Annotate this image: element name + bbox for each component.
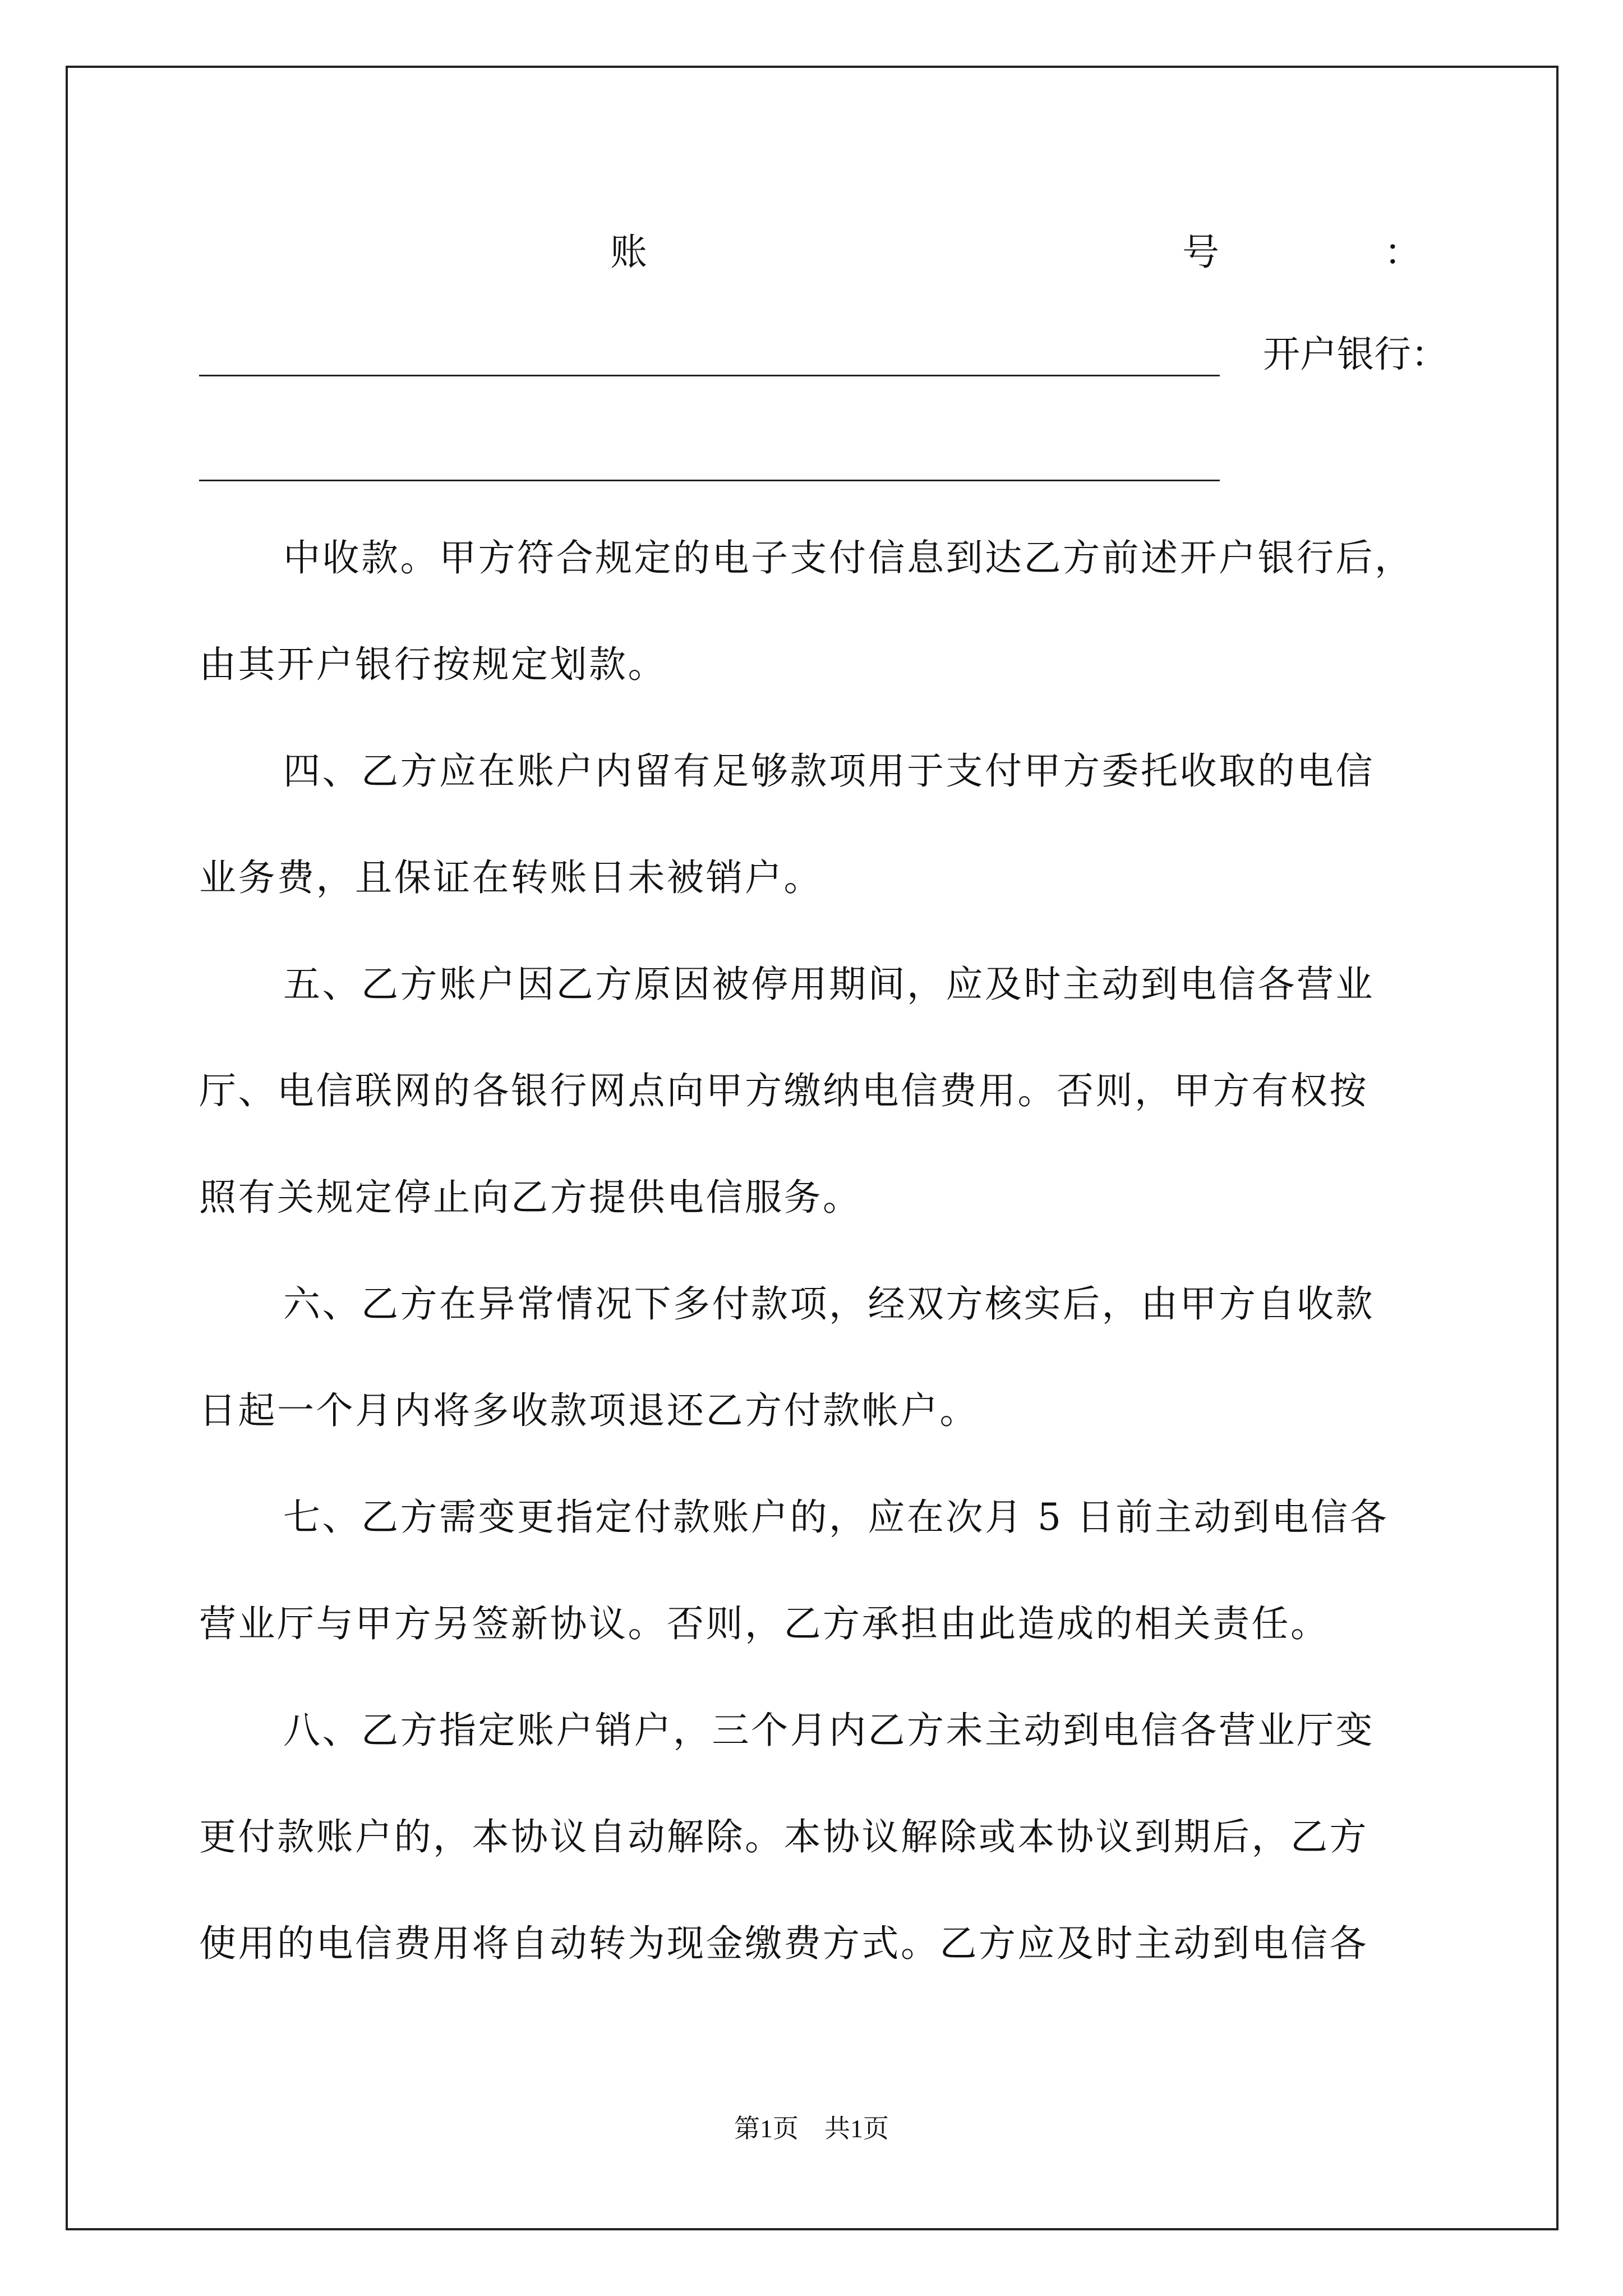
- paragraph-line: 七、乙方需变更指定付款账户的，应在次月 5 日前主动到电信各: [283, 1496, 1389, 1539]
- paragraph-line: 照有关规定停止向乙方提供电信服务。: [199, 1176, 862, 1219]
- paragraph-line: 中收款。甲方符合规定的电子支付信息到达乙方前述开户银行后，: [283, 536, 1414, 579]
- paragraph-line: 使用的电信费用将自动转为现金缴费方式。乙方应及时主动到电信各: [199, 1922, 1368, 1965]
- account-label-char-2: 号: [1182, 231, 1219, 274]
- paragraph-clause-5: [199, 931, 1427, 1251]
- paragraph-line: 日起一个月内将多收款项退还乙方付款帐户。: [199, 1389, 979, 1432]
- paragraph-line: 六、乙方在异常情况下多付款项，经双方核实后，由甲方自收款: [283, 1282, 1375, 1326]
- paragraph-line: 厅、电信联网的各银行网点向甲方缴纳电信费用。否则，甲方有权按: [199, 1069, 1368, 1112]
- account-label-char-1: 账: [610, 231, 647, 274]
- paragraph-payment-processing: [199, 505, 1427, 718]
- bank-name-blank-line: [199, 480, 1220, 481]
- paragraph-clause-4: [199, 718, 1427, 931]
- account-label-colon: ：: [1384, 231, 1421, 274]
- paragraph-line: 八、乙方指定账户销户，三个月内乙方未主动到电信各营业厅变: [283, 1709, 1375, 1752]
- paragraph-clause-7: [199, 1464, 1427, 1677]
- paragraph-line: 更付款账户的，本协议自动解除。本协议解除或本协议到期后，乙方: [199, 1815, 1368, 1858]
- account-number-blank-line: [199, 375, 1220, 376]
- paragraph-line: 营业厅与甲方另签新协议。否则，乙方承担由此造成的相关责任。: [199, 1602, 1330, 1645]
- page-number-footer: 第1页 共1页: [734, 2114, 889, 2143]
- paragraph-clause-8: [199, 1677, 1427, 1997]
- paragraph-line: 业务费，且保证在转账日未被销户。: [199, 856, 823, 899]
- bank-label: 开户银行：: [1263, 333, 1448, 376]
- paragraph-line: 四、乙方应在账户内留有足够款项用于支付甲方委托收取的电信: [283, 749, 1375, 793]
- paragraph-line: 由其开户银行按规定划款。: [199, 643, 667, 686]
- paragraph-clause-6: [199, 1251, 1427, 1464]
- paragraph-line: 五、乙方账户因乙方原因被停用期间，应及时主动到电信各营业: [283, 963, 1375, 1006]
